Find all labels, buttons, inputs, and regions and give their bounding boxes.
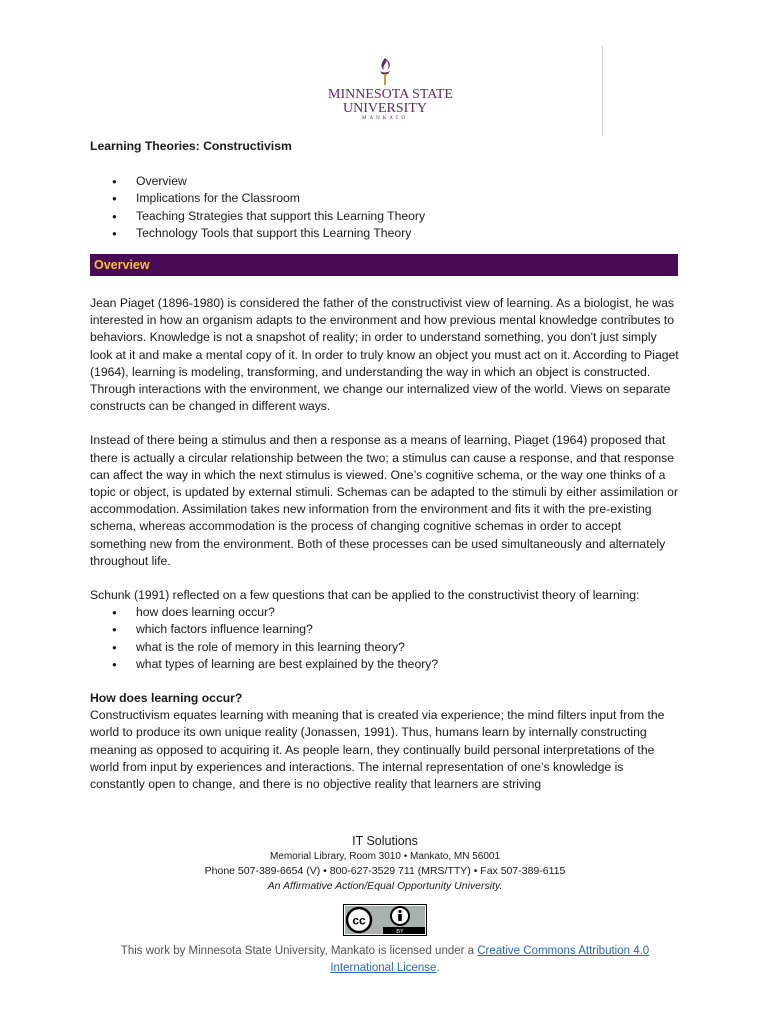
logo-line1: MINNESOTA STATE — [328, 87, 453, 102]
paragraph-constructivism-meaning: Constructivism equates learning with meaning that is created via experience; the mind filters input from the world to produce its own unique reality (Jonassen, 1991). Thus, humans learn by internally constructing meaning as opposed to acquiring it. As people learn, they continually build personal interpretations of the world from input by experiences and interactions. The internal representation of one’s knowledge is constantly open to change, and there is no objective reality that learners are striving — [90, 708, 665, 792]
page-footer — [90, 833, 680, 977]
svg-text:cc: cc — [352, 913, 366, 928]
license-link[interactable]: Creative Commons Attribution 4.0 International License — [330, 945, 650, 974]
subheading-how-learning-occurs: How does learning occur? — [90, 691, 243, 706]
torch-icon — [372, 56, 398, 86]
page-title: Learning Theories: Constructivism — [90, 139, 292, 153]
question-item: ● what is the role of memory in this learning theory? — [136, 639, 680, 656]
toc-list — [90, 173, 680, 242]
question-item: ● how does learning occur? — [136, 604, 680, 621]
paragraph-schunk: Schunk (1991) reflected on a few questions that can be applied to the constructivist theory of learning: — [90, 588, 640, 603]
toc-item-technology-tools: ● Technology Tools that support this Learning Theory — [136, 225, 680, 242]
header-divider — [602, 46, 603, 136]
footer-phone: Phone 507-389-6654 (V) • 800-627-3529 711 (MRS/TTY) • Fax 507-389-6115 — [204, 865, 566, 877]
section-heading-overview: Overview — [90, 254, 678, 276]
footer-dept: IT Solutions — [352, 834, 418, 848]
footer-address: Memorial Library, Room 3010 • Mankato, MN 56001 — [269, 851, 501, 862]
questions-list — [90, 604, 680, 673]
toc-item-teaching-strategies: ● Teaching Strategies that support this Learning Theory — [136, 208, 680, 225]
document-body — [90, 138, 680, 793]
question-item: ● what types of learning are best explained by the theory? — [136, 656, 680, 673]
logo-line3: MANKATO — [362, 116, 408, 121]
toc-item-implications: ● Implications for the Classroom — [136, 190, 680, 207]
license-suffix: . — [436, 962, 440, 974]
cc-by-badge-icon — [343, 904, 427, 936]
university-logo — [328, 56, 453, 128]
footer-eeo: An Affirmative Action/Equal Opportunity University. — [267, 880, 503, 892]
logo-line2: UNIVERSITY — [343, 101, 427, 116]
toc-item-overview: ● Overview — [136, 173, 680, 190]
paragraph-piaget-intro: Jean Piaget (1896-1980) is considered the father of the constructivist view of learning. As a biologist, he was interested in how an organism adapts to the environment and how previous mental knowledge contributes to behaviors. Knowledge is not a snapshot of reality; in order to understand something, you don't just simply look at it and make a mental copy of it. In order to truly know an object you must act on it. According to Piaget (1964), learning is modeling, transforming, and understanding the way in which an object is constructed. Through interactions with the environment, we change our internalized view of the world. Views on separate constructs can be changed in different ways. — [90, 296, 679, 414]
paragraph-stimulus-response: Instead of there being a stimulus and then a response as a means of learning, Piaget (1964) proposed that there is actually a circular relationship between the two; a stimulus can cause a response, and that response can affect the way in which the next stimulus is viewed. One’s cognitive schema, or the way one thinks of a topic or object, is updated by external stimuli. Schemas can be adapted to the stimuli by either assimilation or accommodation. Assimilation takes new information from the environment and fits it with the pre-existing schema, whereas accommodation is the process of changing cognitive schemas in order to accept something new from the environment. Both of these processes can be used simultaneously and alternately throughout life. — [90, 433, 679, 568]
license-prefix: This work by Minnesota State University, Mankato is licensed under a — [120, 945, 478, 957]
license-notice — [90, 943, 680, 977]
question-item: ● which factors influence learning? — [136, 621, 680, 638]
cc-badge-label: BY — [396, 929, 404, 935]
